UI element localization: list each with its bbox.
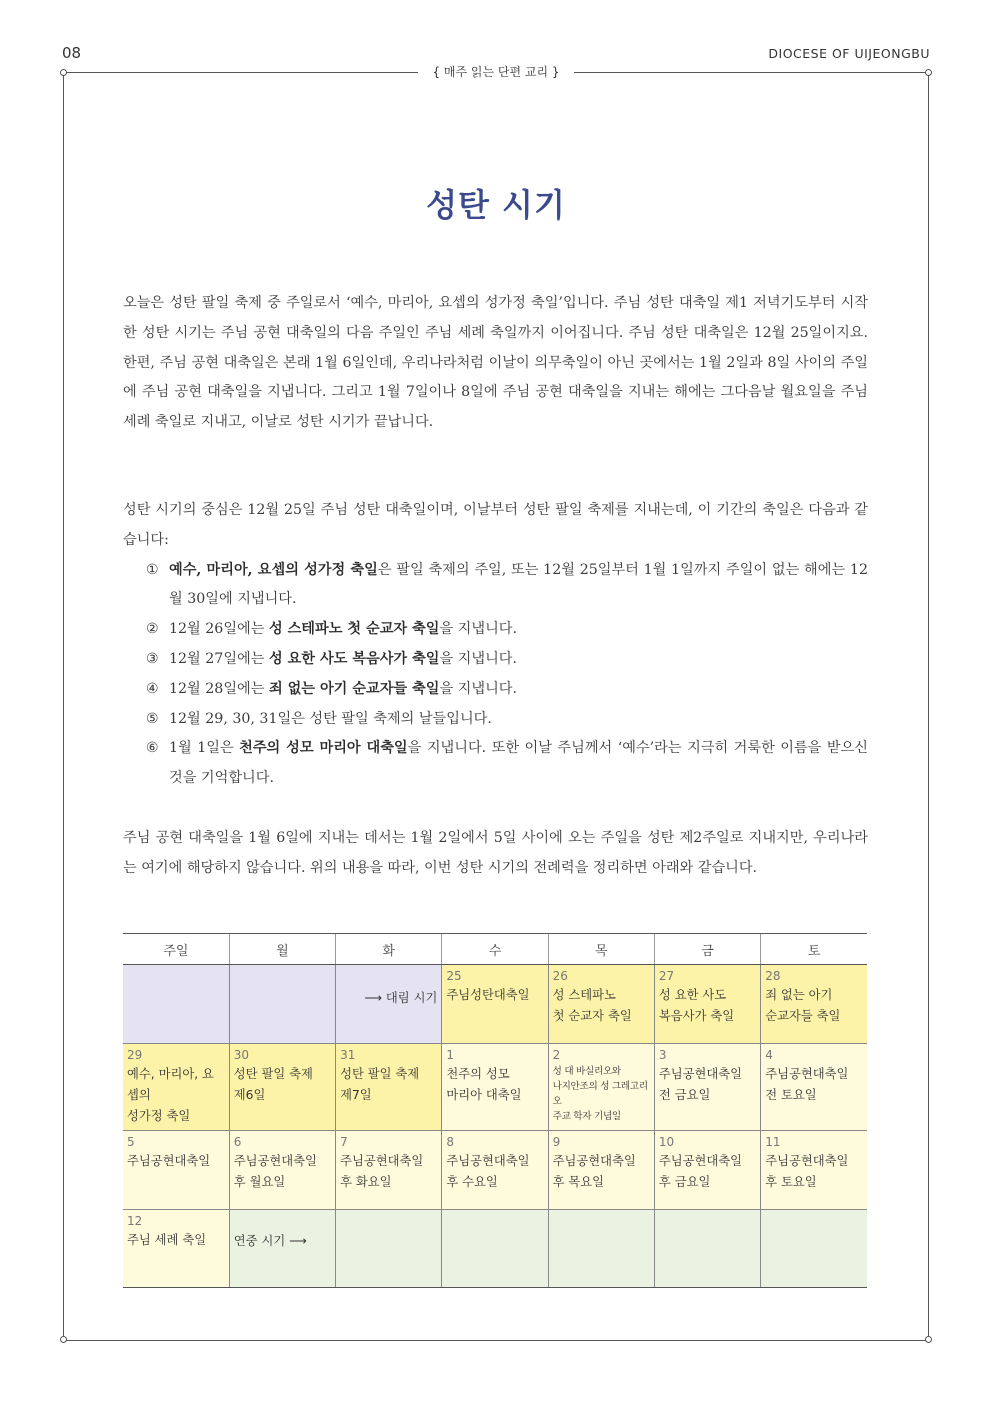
paragraph-octave-intro: 성탄 시기의 중심은 12월 25일 주님 성탄 대축일이며, 이날부터 성탄 팔일 축제를 지내는데, 이 기간의 축일은 다음과 같습니다: (123, 502, 868, 548)
day-number: 31 (340, 1048, 356, 1062)
feast-label: 연중 시기 ⟶ (233, 1234, 307, 1248)
paragraph-epiphany: 주님 공현 대축일을 1월 6일에 지내는 데서는 1월 2일에서 5일 사이에 오는 주일을 성탄 제2주일로 지내지만, 우리나라는 여기에 해당하지 않습니다. 위의 내용을 따라, 이번 성탄 시기의 전례력을 정리하면 아래와 같습니다. (123, 830, 868, 876)
feast-label: 후 화요일 (340, 1175, 392, 1189)
feast-label: 성가정 축일 (127, 1109, 191, 1123)
calendar-day-cell (123, 1044, 229, 1131)
feast-label: 주님공현대축일 (340, 1154, 424, 1168)
list-text: 1월 1일은 (169, 740, 240, 757)
bottom-rule (63, 1340, 929, 1341)
feast-label: 순교자들 축일 (765, 1009, 841, 1023)
day-number: 11 (765, 1135, 781, 1149)
calendar-day-cell (336, 1131, 442, 1210)
list-number: ④ (146, 680, 159, 697)
calendar-day-cell (442, 1210, 548, 1288)
calendar-day-cell (229, 965, 335, 1044)
day-number: 4 (765, 1048, 773, 1062)
feast-label: 죄 없는 아기 (765, 988, 833, 1002)
calendar-day-cell (548, 965, 654, 1044)
feast-list-item (123, 645, 868, 675)
weekday-header: 수 (442, 934, 548, 965)
feast-label: 전 금요일 (658, 1088, 711, 1102)
feast-label: 성 요한 사도 (658, 988, 727, 1002)
weekday-header: 금 (654, 934, 760, 965)
feast-label: 성탄 팔일 축제 (340, 1067, 420, 1081)
day-number: 27 (658, 969, 675, 983)
weekday-header: 월 (229, 934, 335, 965)
calendar-day-cell (548, 1131, 654, 1210)
feast-label: 첫 순교자 축일 (552, 1009, 632, 1023)
feast-list (123, 556, 868, 794)
feast-label: 주님 세례 축일 (127, 1233, 207, 1247)
feast-list-item (123, 705, 868, 735)
page-title: 성탄 시기 (426, 186, 566, 224)
feast-label: 성탄 팔일 축제 (233, 1067, 313, 1081)
page-number: 08 (62, 44, 82, 62)
calendar-day-cell (654, 965, 760, 1044)
right-rule (928, 72, 929, 1340)
list-number: ① (146, 561, 159, 578)
feast-label: 예수, 마리아, 요셉의 (127, 1067, 214, 1102)
feast-label: 후 목요일 (552, 1175, 605, 1189)
feast-name: 성 요한 사도 복음사가 축일 (268, 650, 440, 667)
calendar-week-row (123, 1210, 867, 1288)
list-text: 12월 26일에는 (169, 621, 269, 638)
day-number: 8 (446, 1135, 454, 1149)
feast-label: 주님공현대축일 (233, 1154, 317, 1168)
feast-name: 천주의 성모 마리아 대축일 (239, 740, 408, 757)
feast-list-item (123, 734, 868, 794)
section-label: { 매주 읽는 단편 교리 } (418, 62, 574, 82)
calendar-day-cell (229, 1210, 335, 1288)
calendar-day-cell (548, 1210, 654, 1288)
calendar-day-cell (336, 1210, 442, 1288)
paragraph-intro: 오늘은 성탄 팔일 축제 중 주일로서 ‘예수, 마리아, 요셉의 성가정 축일’입니다. 주님 성탄 대축일 제1 저녁기도부터 시작한 성탄 시기는 주님 공현 대축일의 다음 주일인 주님 세례 축일까지 이어집니다. 주님 성탄 대축일은 12월 25일이지요. 한편, 주님 공현 대축일은 본래 1월 6일인데, 우리나라처럼 이날이 의무축일이 아닌 곳에서는 1월 2일과 8일 사이의 주일에 주님 공현 대축일을 지냅니다. 그리고 1월 7일이나 8일에 주님 공현 대축일을 지내는 해에는 그다음날 월요일을 주님 세례 축일로 지내고, 이날로 성탄 시기가 끝납니다. (123, 295, 868, 431)
day-number: 29 (127, 1048, 143, 1062)
feast-label: 후 월요일 (233, 1175, 286, 1189)
feast-label: ⟶ 대림 시기 (364, 991, 438, 1005)
feast-label: 주님공현대축일 (765, 1154, 849, 1168)
feast-list-item (123, 675, 868, 705)
list-text: 은 팔일 축제의 주일, 또는 12월 25일부터 1월 1일까지 주일이 없는 해에는 12월 30일에 지냅니다. (169, 561, 868, 608)
day-number: 9 (552, 1135, 561, 1149)
calendar-week-row (123, 1131, 867, 1210)
feast-label: 천주의 성모 (446, 1067, 510, 1081)
list-number: ② (146, 621, 159, 638)
calendar-day-cell (761, 965, 867, 1044)
weekday-header: 주일 (123, 934, 229, 965)
list-number: ⑥ (146, 740, 159, 757)
day-number: 7 (340, 1135, 348, 1149)
weekday-header: 화 (336, 934, 442, 965)
day-number: 1 (446, 1048, 454, 1062)
calendar-day-cell (548, 1044, 654, 1131)
feast-label: 복음사가 축일 (658, 1009, 735, 1023)
feast-label: 마리아 대축일 (446, 1088, 522, 1102)
feast-label: 주님공현대축일 (552, 1154, 636, 1168)
liturgical-calendar (123, 933, 867, 1288)
publisher-name: DIOCESE OF UIJEONGBU (768, 46, 930, 61)
feast-name: 죄 없는 아기 순교자들 축일 (268, 680, 440, 697)
calendar-day-cell (761, 1044, 867, 1131)
feast-label: 주님공현대축일 (765, 1067, 849, 1081)
calendar-week-row (123, 965, 867, 1044)
weekday-header: 목 (548, 934, 654, 965)
calendar-day-cell (654, 1210, 760, 1288)
calendar-header-row (123, 934, 867, 965)
day-number: 3 (658, 1048, 667, 1062)
feast-label: 주교 학자 기념일 (552, 1111, 621, 1122)
list-text: 12월 28일에는 (169, 680, 269, 697)
day-number: 26 (552, 969, 568, 983)
feast-label: 주님공현대축일 (658, 1067, 743, 1081)
feast-label: 후 금요일 (658, 1175, 711, 1189)
calendar-day-cell (229, 1044, 335, 1131)
calendar-day-cell (229, 1131, 335, 1210)
list-text: 을 지냅니다. (439, 650, 518, 667)
left-rule (63, 72, 64, 1340)
calendar-day-cell (123, 1131, 229, 1210)
calendar-day-cell (442, 1044, 548, 1131)
feast-list-item (123, 556, 868, 616)
corner-dot-bottom-right (925, 1336, 932, 1343)
calendar-day-cell (442, 965, 548, 1044)
feast-label: 성 대 바실리오와 (552, 1066, 621, 1077)
calendar-day-cell (336, 1044, 442, 1131)
day-number: 6 (233, 1135, 242, 1149)
calendar-day-cell (654, 1131, 760, 1210)
calendar-day-cell (123, 1210, 229, 1288)
feast-label: 제7일 (340, 1088, 372, 1102)
paragraph-octave (123, 496, 868, 794)
corner-dot-bottom-left (60, 1336, 67, 1343)
feast-label: 후 수요일 (446, 1175, 498, 1189)
feast-list-item (123, 615, 868, 645)
day-number: 28 (765, 969, 781, 983)
day-number: 12 (127, 1214, 143, 1228)
feast-label: 주님공현대축일 (658, 1154, 743, 1168)
list-text: 을 지냅니다. 또한 이날 주님께서 ‘예수’라는 지극히 거룩한 이름을 받으신 것을 기억합니다. (169, 740, 868, 787)
list-number: ⑤ (146, 710, 159, 727)
day-number: 25 (446, 969, 462, 983)
calendar-day-cell (442, 1131, 548, 1210)
calendar-day-cell (336, 965, 442, 1044)
day-number: 30 (233, 1048, 250, 1062)
feast-label: 주님공현대축일 (446, 1154, 530, 1168)
day-number: 2 (552, 1048, 561, 1062)
feast-label: 제6일 (233, 1088, 266, 1102)
weekday-header: 토 (761, 934, 867, 965)
feast-label: 후 토요일 (765, 1175, 817, 1189)
calendar-day-cell (123, 965, 229, 1044)
list-text: 12월 27일에는 (169, 650, 269, 667)
feast-name: 성 스테파노 첫 순교자 축일 (268, 621, 440, 638)
feast-label: 성 스테파노 (552, 988, 616, 1002)
list-number: ③ (146, 650, 159, 667)
calendar-day-cell (654, 1044, 760, 1131)
day-number: 10 (658, 1135, 675, 1149)
feast-label: 전 토요일 (765, 1088, 817, 1102)
list-text: 을 지냅니다. (439, 621, 518, 638)
corner-dot-top-left (60, 69, 67, 76)
feast-label: 주님공현대축일 (127, 1154, 211, 1168)
corner-dot-top-right (925, 69, 932, 76)
feast-name: 예수, 마리아, 요셉의 성가정 축일 (169, 561, 378, 578)
list-text: 12월 29, 30, 31일은 성탄 팔일 축제의 날들입니다. (169, 710, 492, 727)
calendar-week-row (123, 1044, 867, 1131)
feast-label: 주님성탄대축일 (446, 988, 530, 1002)
calendar-day-cell (761, 1210, 867, 1288)
list-text: 을 지냅니다. (439, 680, 518, 697)
day-number: 5 (127, 1135, 135, 1149)
calendar-day-cell (761, 1131, 867, 1210)
feast-label: 나지안조의 성 그레고리오 (552, 1081, 648, 1107)
